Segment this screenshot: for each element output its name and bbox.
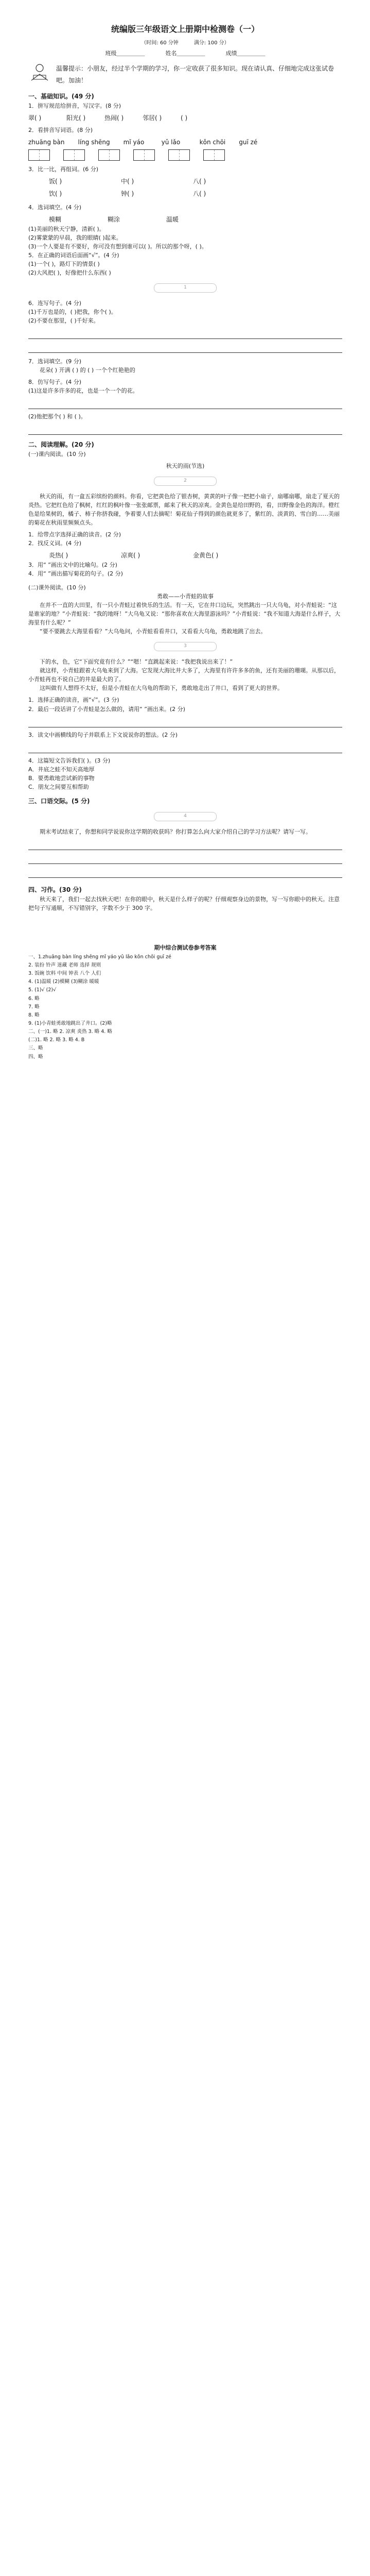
pinyin-row [28, 138, 342, 147]
answer-line-text: 9. (1)小青蛙勇敢地跳出了井口。(2)略 [28, 1020, 112, 1026]
q6-item: (1)千万也是的，( )把我，你个( )。 [28, 309, 117, 316]
answer-line-text: 8. 略 [28, 1012, 40, 1018]
passage-title: 秋天的雨(节选) [166, 462, 205, 469]
page-number: 4 [154, 812, 217, 821]
reading-question: 2．最后一段话讲了小青蛙是怎么做的，请用“ ”画出来。(2 分) [28, 705, 185, 713]
q4-item: (1)一个( )，路灯下的情景( ) [28, 260, 100, 267]
writing-grid-row [28, 149, 342, 161]
answer-title: 期中综合测试卷参考答案 [154, 944, 217, 952]
compare-item: 八( ) [193, 190, 206, 198]
pinyin-item: líng shēng [78, 139, 110, 146]
writing-box[interactable] [28, 149, 50, 161]
question-1: 1．拼写规范给拼音，写汉字。(8 分) [28, 102, 121, 109]
name-label: 姓名 [165, 50, 177, 57]
answer-line-text: 四、略 [28, 1054, 43, 1060]
word-choices [49, 215, 342, 225]
answer-line-text: 一、1.zhuāng bàn líng shēng mǐ yáo yǔ lǎo kǒn chōi guī zé [28, 954, 171, 960]
page-number: 1 [154, 283, 217, 293]
choice-word: 温暖 [166, 216, 179, 224]
reading-question: 3．用“ ”画出文中的比喻句。(2 分) [28, 561, 117, 568]
page-number: 3 [154, 642, 217, 651]
compare-item: 钟( ) [121, 190, 134, 198]
reading-sub-2: (二)课外阅读。(10 分) [28, 584, 86, 591]
q1-item: 翠( ) [28, 114, 42, 122]
choice-word: 模糊 [49, 216, 62, 224]
page-number: 2 [154, 477, 217, 486]
reading-question: 2．找反义词。(4 分) [28, 540, 82, 547]
compare-row-1 [49, 177, 342, 187]
compare-item: 饭( ) [49, 177, 62, 185]
writing-box[interactable] [98, 149, 120, 161]
exam-meta [28, 39, 342, 47]
reading-question: 1．给带点字选择正确的读音。(2 分) [28, 531, 121, 538]
q6-item: (2)不要在那里，( )千好来。 [28, 317, 99, 325]
intro-block [28, 63, 342, 87]
story-text-3: 下的水，色，它“下面究竟有什么？”“嗯！”直跳起来说：“我把我说出来了！” [40, 658, 233, 666]
q1-items [28, 113, 342, 123]
reading-question: 4．用“ ”画出描写菊花的句子。(2 分) [28, 570, 123, 577]
compare-item: 八( ) [193, 177, 206, 185]
q8-item: (2)他把那个( ) 和 ( )。 [28, 413, 86, 420]
reading-question: 1．选择正确的读音，画“√”。(3 分) [28, 697, 119, 704]
story-text-5: 这叫做有人想得不太好，但是小青蛙在大乌龟的帮助下，勇敢地走出了井口，看到了更大的世界。 [40, 685, 283, 692]
exam-time: （时间: 60 分钟 [141, 40, 179, 46]
page-separator [28, 283, 342, 293]
compare-item: 饮( ) [49, 190, 62, 198]
writing-box[interactable] [168, 149, 190, 161]
question-3: 3．比一比，再组词。(6 分) [28, 165, 99, 173]
passage-text: 秋天的雨，有一盒五彩缤纷的颜料。你看，它把黄色给了银杏树，黄黄的叶子像一把把小扇子，扇哪扇哪，扇走了夏天的炎热。它把红色给了枫树，红红的枫叶像一张张邮票，邮来了秋天的凉爽。金黄色是给田野的，看，田野像金色的海洋。橙红色是给果树的，橘子、柿子你挤我碰，争着要人们去摘呢！菊花仙子得到的颜色就更多了，紫红的、淡黄的、雪白的……美丽的菊花在秋雨里频频点头。 [28, 493, 340, 527]
compare-row-2 [49, 189, 342, 199]
q1-item: ( ) [181, 114, 188, 122]
pinyin-item: zhuāng bàn [28, 139, 65, 146]
question-2: 2．看拼音写词语。(8 分) [28, 127, 93, 134]
oral-text: 期末考试结束了，你想和同学说说你这学期的收获吗？你打算怎么向大家介绍自己的学习方法呢？请写一写。 [40, 828, 311, 836]
writing-box[interactable] [133, 149, 155, 161]
antonym-item: 凉爽( ) [121, 552, 140, 560]
option-b: B．要勇敢地尝试新的事物 [28, 774, 95, 782]
pinyin-item: mǐ yáo [123, 139, 145, 146]
answer-line[interactable] [28, 742, 342, 753]
section-basic-title: 一、基础知识。(49 分) [28, 92, 94, 100]
pinyin-item: yǔ lǎo [161, 139, 181, 146]
page-1 [28, 23, 342, 1061]
q8-item: (1)这是许多许多的花，也是一个一个的花。 [28, 387, 138, 395]
question-7: 7．选词填空。(9 分) [28, 358, 82, 365]
answer-key [28, 943, 342, 1061]
answer-line[interactable] [28, 342, 342, 353]
answer-line[interactable] [28, 867, 342, 878]
answer-line[interactable] [28, 839, 342, 850]
answer-line-text: 3. 饭碗 饮料 中间 钟表 八个 人们 [28, 971, 101, 977]
answer-line-text: 2. 装扮 铃声 迷藏 老师 选择 规则 [28, 962, 101, 968]
page-separator [28, 812, 342, 821]
student-info-row: 班级＿＿＿＿＿ 姓名＿＿＿＿＿ 成绩＿＿＿＿＿ [105, 50, 266, 57]
reading-question: 4．这篇短文告诉我们( )。(3 分) [28, 757, 111, 764]
writing-box[interactable] [203, 149, 225, 161]
answer-line[interactable] [28, 853, 342, 864]
answer-line-text: 三、略 [28, 1045, 43, 1052]
reading-question: 3．读文中画横线的句子并联系上下文说说你的想法。(2 分) [28, 731, 178, 738]
intro-text: 温馨提示：小朋友，经过半个学期的学习，你一定收获了很多知识。现在请认真、仔细地完成这张试卷吧。加油！ [56, 65, 334, 84]
question-8: 8．仿写句子。(4 分) [28, 379, 82, 386]
answer-line-text: (二)1. 略 2. 略 3. 略 4. B [28, 1037, 85, 1043]
q1-item: 阳光( ) [66, 114, 86, 122]
q1-item: 邻居( ) [143, 114, 162, 122]
q7-text: 花朵( ) 开满 ( ) 的 ( ) 一个个红艳艳的 [40, 367, 135, 374]
answer-line[interactable] [28, 328, 342, 339]
page-separator [28, 477, 342, 486]
antonym-item: 金黄色( ) [193, 552, 219, 560]
writing-text: 秋天来了，我们一起去找秋天吧！在你的眼中，秋天是什么样子的呢？仔细观察身边的景物，写一写你眼中的秋天。注意把句子写通顺，不写错别字，字数不少于 300 字。 [28, 896, 340, 912]
answer-line-text: 4. (1)温暖 (2)模糊 (3)糊涂 暖暖 [28, 979, 99, 985]
reading-sub-1: (一)课内阅读。(10 分) [28, 450, 86, 457]
antonym-row [49, 551, 342, 561]
section-writing-title: 四、习作。(30 分) [28, 886, 82, 894]
option-a: A．井底之蛙不知天高地厚 [28, 766, 95, 773]
page-title: 统编版三年级语文上册期中检测卷（一） [111, 24, 259, 34]
antonym-item: 炎热( ) [49, 552, 68, 560]
answer-line-text: 二、(一)1. 略 2. 凉爽 炎热 3. 略 4. 略 [28, 1029, 112, 1035]
answer-line-text: 7. 略 [28, 1004, 40, 1010]
writing-box[interactable] [63, 149, 85, 161]
answer-line[interactable] [28, 398, 342, 409]
story-text-2: “要不要跳去大海里看看？”大乌龟问，小青蛙看看井口，又看看大乌龟，勇敢地跳了出去。 [40, 628, 267, 635]
q4-item: 5．在正确的词语后面画“√”。(4 分) [28, 251, 119, 259]
q4-item: (1)美丽的秋天宁静，清新( )。 [28, 225, 105, 232]
q4-item: (3)一个人要是有不要好，你可没有想到谁可以( )。所以的那个呀，( )。 [28, 243, 207, 250]
choice-word: 糊涂 [108, 216, 120, 224]
section-oral-title: 三、口语交际。(5 分) [28, 797, 90, 805]
answer-line[interactable] [28, 424, 342, 435]
q1-item: 热闹( ) [104, 114, 124, 122]
pinyin-item: guī zé [239, 139, 258, 146]
answer-line-text: 6. 略 [28, 995, 40, 1002]
answer-line[interactable] [28, 717, 342, 727]
question-4: 4．选词填空。(4 分) [28, 204, 82, 211]
q4-item: (2)雾蒙蒙的早晨，我的眼睛( )起来。 [28, 234, 122, 241]
reading-child-icon [28, 63, 51, 81]
section-reading-title: 二、阅读理解。(20 分) [28, 441, 94, 449]
question-6: 6．连写句子。(4 分) [28, 299, 82, 307]
pinyin-item: kǒn chōi [199, 139, 226, 146]
exam-score: 满分: 100 分） [193, 40, 230, 46]
story-title: 勇敢——小青蛙的故事 [157, 593, 214, 600]
q4-item: (2)大风把( )，好像把什么东西( ) [28, 269, 111, 276]
answer-line-text: 5. (1)√ (2)√ [28, 987, 57, 993]
story-text: 在并不一直的大田里，有一只小青蛙过着快乐的生活。有一天，它在井口边玩，突然跳出一只大乌龟，对小青蛙说：“这是谁家的地？”小青蛙说：“我的地呀！”大乌龟又说：“那你喜欢在大海里游泳吗？”小青蛙说：“我不知道大海是什么样子，大海里有什么呢？” [28, 602, 341, 626]
option-c: C．朋友之间要互相帮助 [28, 783, 89, 790]
score-label: 成绩 [225, 50, 237, 57]
story-text-4: 就这样，小青蛙跟着大乌龟来到了大海。它发现大海比井大多了，大海里有许许多多的鱼，还有美丽的珊瑚。从那以后，小青蛙再也不说自己的井是最大的了。 [28, 667, 340, 683]
class-label: 班级 [105, 50, 117, 57]
compare-item: 中( ) [121, 177, 134, 185]
page-separator [28, 642, 342, 651]
